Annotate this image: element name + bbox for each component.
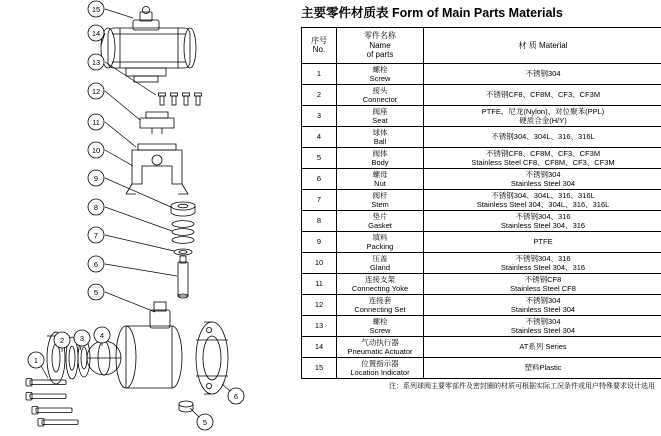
- callout-4: 4: [99, 331, 105, 340]
- callout-6: 6: [233, 392, 239, 401]
- cell-material: 塑料Plastic: [424, 357, 661, 378]
- cell-no: 2: [302, 84, 337, 105]
- cell-material: 不锈钢304、304L、316、316L: [424, 126, 661, 147]
- table-row: [302, 231, 661, 252]
- materials-panel: [301, 6, 656, 391]
- callout-15: 15: [91, 5, 101, 14]
- callout-14: 14: [91, 29, 101, 38]
- cell-part-name: 位置指示器 Location Indicator: [337, 357, 424, 378]
- cell-part-name: 阀体 Body: [337, 147, 424, 168]
- cell-part-name: 阀座 Seat: [337, 105, 424, 126]
- table-row: [302, 315, 661, 336]
- cell-part-name: 接头 Connector: [337, 84, 424, 105]
- callout-11: 11: [92, 118, 100, 127]
- table-row: [302, 84, 661, 105]
- cell-part-name: 螺栓 Screw: [337, 315, 424, 336]
- callout-12: 12: [91, 87, 101, 96]
- cell-no: 6: [302, 168, 337, 189]
- header-name-en2: of parts: [366, 50, 394, 59]
- callout-2: 2: [59, 336, 65, 345]
- table-row: [302, 168, 661, 189]
- table-row: [302, 357, 661, 378]
- cell-no: 4: [302, 126, 337, 147]
- cell-part-name: 螺栓 Screw: [337, 63, 424, 84]
- callout-8: 8: [93, 203, 99, 212]
- table-row: [302, 147, 661, 168]
- callout-6b: 6: [93, 260, 99, 269]
- cell-material: 不锈钢304 Stainless Steel 304: [424, 315, 661, 336]
- cell-part-name: 连接套 Connecting Set: [337, 294, 424, 315]
- cell-no: 13: [302, 315, 337, 336]
- table-row: [302, 63, 661, 84]
- cell-material: 不锈钢304 Stainless Steel 304: [424, 294, 661, 315]
- cell-no: 12: [302, 294, 337, 315]
- cell-material: PTFE: [424, 231, 661, 252]
- table-title: 主要零件材质表 Form of Main Parts Materials: [301, 6, 563, 20]
- table-row: [302, 105, 661, 126]
- table-row: [302, 210, 661, 231]
- cell-material: PTFE、尼龙(Nylon)、对位聚苯(PPL) 硬质合金(H/Y): [424, 105, 661, 126]
- cell-no: 5: [302, 147, 337, 168]
- cell-part-name: 球体 Ball: [337, 126, 424, 147]
- header-name-en1: Name: [369, 40, 391, 50]
- cell-no: 15: [302, 357, 337, 378]
- cell-no: 8: [302, 210, 337, 231]
- table-note: 注：系列球阀主要零部件及密封圈的材质可根据实际工况条件或用户特殊要求设计选用: [389, 382, 655, 390]
- cell-no: 3: [302, 105, 337, 126]
- callout-1: 1: [33, 356, 39, 365]
- header-no: [302, 28, 337, 64]
- header-name: [337, 28, 424, 64]
- cell-no: 10: [302, 252, 337, 273]
- header-material: 材 质 Material: [424, 28, 661, 64]
- table-body: [302, 63, 661, 378]
- cell-part-name: 填料 Packing: [337, 231, 424, 252]
- header-no-en: No.: [312, 45, 326, 55]
- cell-material: 不锈钢304、316 Stainless Steel 304、316: [424, 252, 661, 273]
- table-row: [302, 294, 661, 315]
- cell-material: 不锈钢CF8、CF8M、CF3、CF3M: [424, 84, 661, 105]
- header-name-cn: 零件名称: [364, 31, 396, 40]
- materials-table: [301, 27, 661, 379]
- table-header-row: [302, 28, 661, 64]
- table-row: [302, 189, 661, 210]
- cell-part-name: 螺母 Nut: [337, 168, 424, 189]
- callout-13: 13: [91, 58, 101, 67]
- cell-part-name: 阀杆 Stem: [337, 189, 424, 210]
- table-row: [302, 126, 661, 147]
- callout-9: 9: [93, 174, 99, 183]
- cell-no: 7: [302, 189, 337, 210]
- cell-material: 不锈钢304 Stainless Steel 304: [424, 168, 661, 189]
- callout-3: 3: [79, 334, 85, 343]
- callout-7: 7: [93, 231, 99, 240]
- header-no-cn: 序号: [311, 35, 327, 45]
- cell-part-name: 气动执行器 Pneumatic Actuator: [337, 336, 424, 357]
- cell-material: 不锈钢304: [424, 63, 661, 84]
- cell-part-name: 压盖 Gland: [337, 252, 424, 273]
- cell-no: 11: [302, 273, 337, 294]
- cell-no: 1: [302, 63, 337, 84]
- cell-no: 14: [302, 336, 337, 357]
- cell-material: 不锈钢304、316 Stainless Steel 304、316: [424, 210, 661, 231]
- cell-material: AT系列 Series: [424, 336, 661, 357]
- cell-part-name: 垫片 Gasket: [337, 210, 424, 231]
- table-row: [302, 252, 661, 273]
- cell-material: 不锈钢CF8、CF8M、CF3、CF3M Stainless Steel CF8、CF8M、CF3、CF3M: [424, 147, 661, 168]
- callout-5: 5: [202, 418, 208, 427]
- exploded-view-diagram: [0, 0, 300, 436]
- table-row: [302, 273, 661, 294]
- cell-material: 不锈钢304、304L、316、316L Stainless Steel 304、304L、316、316L: [424, 189, 661, 210]
- table-row: [302, 336, 661, 357]
- callout-5b: 5: [93, 288, 99, 297]
- cell-no: 9: [302, 231, 337, 252]
- cell-part-name: 连接支架 Connecting Yoke: [337, 273, 424, 294]
- cell-material: 不锈钢CF8 Stainless Steel CF8: [424, 273, 661, 294]
- callout-10: 10: [91, 146, 101, 155]
